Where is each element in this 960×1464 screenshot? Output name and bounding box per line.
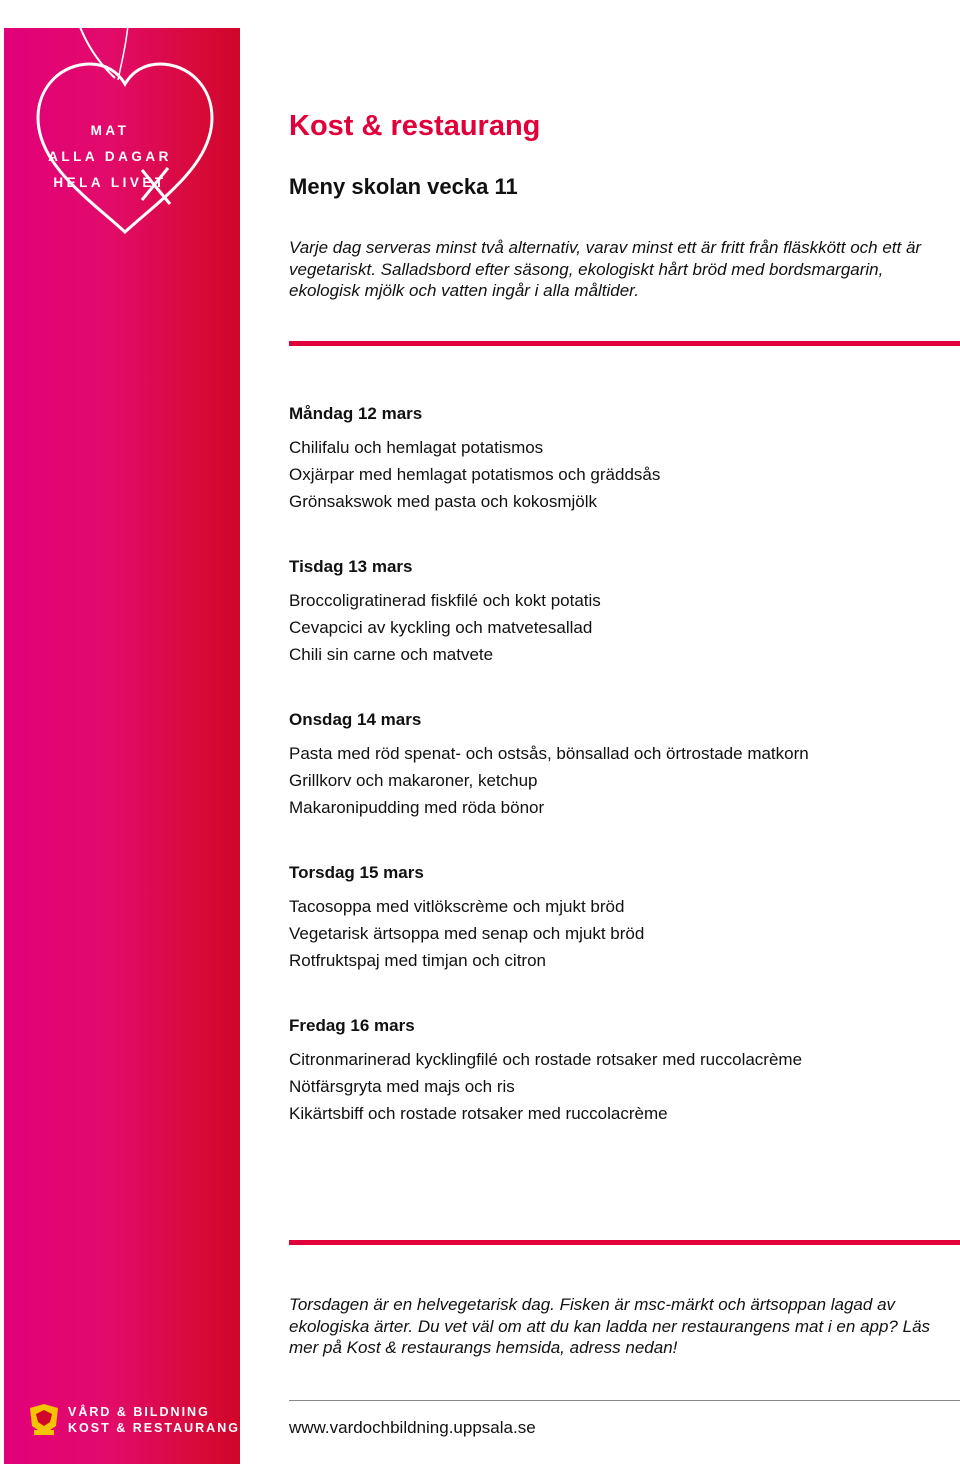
day-title: Torsdag 15 mars [289,863,424,882]
day-title: Måndag 12 mars [289,404,423,423]
sidebar-band [4,28,240,1464]
day-title: Onsdag 14 mars [289,710,422,729]
dish-item: Kikärtsbiff och rostade rotsaker med ruccolacrème [289,1104,668,1123]
org-logo [24,1400,240,1440]
dish-item: Nötfärsgryta med majs och ris [289,1077,515,1096]
dish-item: Pasta med röd spenat- och ostsås, bönsallad och örtrostade matkorn [289,744,809,763]
heart-logo-text [40,118,180,196]
dish-item: Chili sin carne och matvete [289,645,494,664]
intro-text: Varje dag serveras minst två alternativ, varav minst ett är fritt från fläskkött och ett är vegetariskt. Salladsbord efter säsong, ekologiskt hårt bröd med bordsmargarin, ekologisk mjölk och vatten ingår i alla måltider. [289,238,922,300]
day-section-thursday [289,863,954,974]
day-section-tuesday [289,557,954,668]
dish-item: Vegetarisk ärtsoppa med senap och mjukt bröd [289,924,645,943]
footer-note: Torsdagen är en helvegetarisk dag. Fisken är msc-märkt och ärtsoppan lagad av ekologiska ärter. Du vet väl om att du kan ladda ner restaurangens mat i en app? Läs mer på Kost & restaurangs hemsida, adress nedan! [289,1295,931,1357]
page-title: Kost & restaurang [289,110,541,142]
day-title: Tisdag 13 mars [289,557,413,576]
heart-line: HELA LIVET [53,175,167,190]
day-section-monday [289,404,954,515]
heart-line: ALLA DAGAR [48,149,172,164]
dish-item: Broccoligratinerad fiskfilé och kokt potatis [289,591,601,610]
day-title: Fredag 16 mars [289,1016,415,1035]
dish-item: Chilifalu och hemlagat potatismos [289,438,544,457]
divider-top [289,341,960,346]
dish-item: Oxjärpar med hemlagat potatismos och gräddsås [289,465,661,484]
dish-item: Tacosoppa med vitlökscrème och mjukt bröd [289,897,625,916]
dish-item: Grönsakswok med pasta och kokosmjölk [289,492,598,511]
website-link[interactable]: www.vardochbildning.uppsala.se [289,1418,536,1437]
menu-subtitle: Meny skolan vecka 11 [289,174,518,199]
dish-item: Cevapcici av kyckling och matvetesallad [289,618,593,637]
dish-item: Grillkorv och makaroner, ketchup [289,771,538,790]
dish-item: Citronmarinerad kycklingfilé och rostade rotsaker med ruccolacrème [289,1050,803,1069]
dish-item: Makaronipudding med röda bönor [289,798,545,817]
dish-item: Rotfruktspaj med timjan och citron [289,951,546,970]
day-section-friday [289,1016,954,1127]
org-line: VÅRD & BILDNING [68,1405,210,1419]
uppsala-lion-crest-icon [24,1400,64,1440]
footer-divider [289,1400,960,1401]
org-line: KOST & RESTAURANG [68,1421,240,1435]
divider-bottom [289,1240,960,1245]
heart-line: MAT [90,123,130,138]
day-section-wednesday [289,710,954,821]
